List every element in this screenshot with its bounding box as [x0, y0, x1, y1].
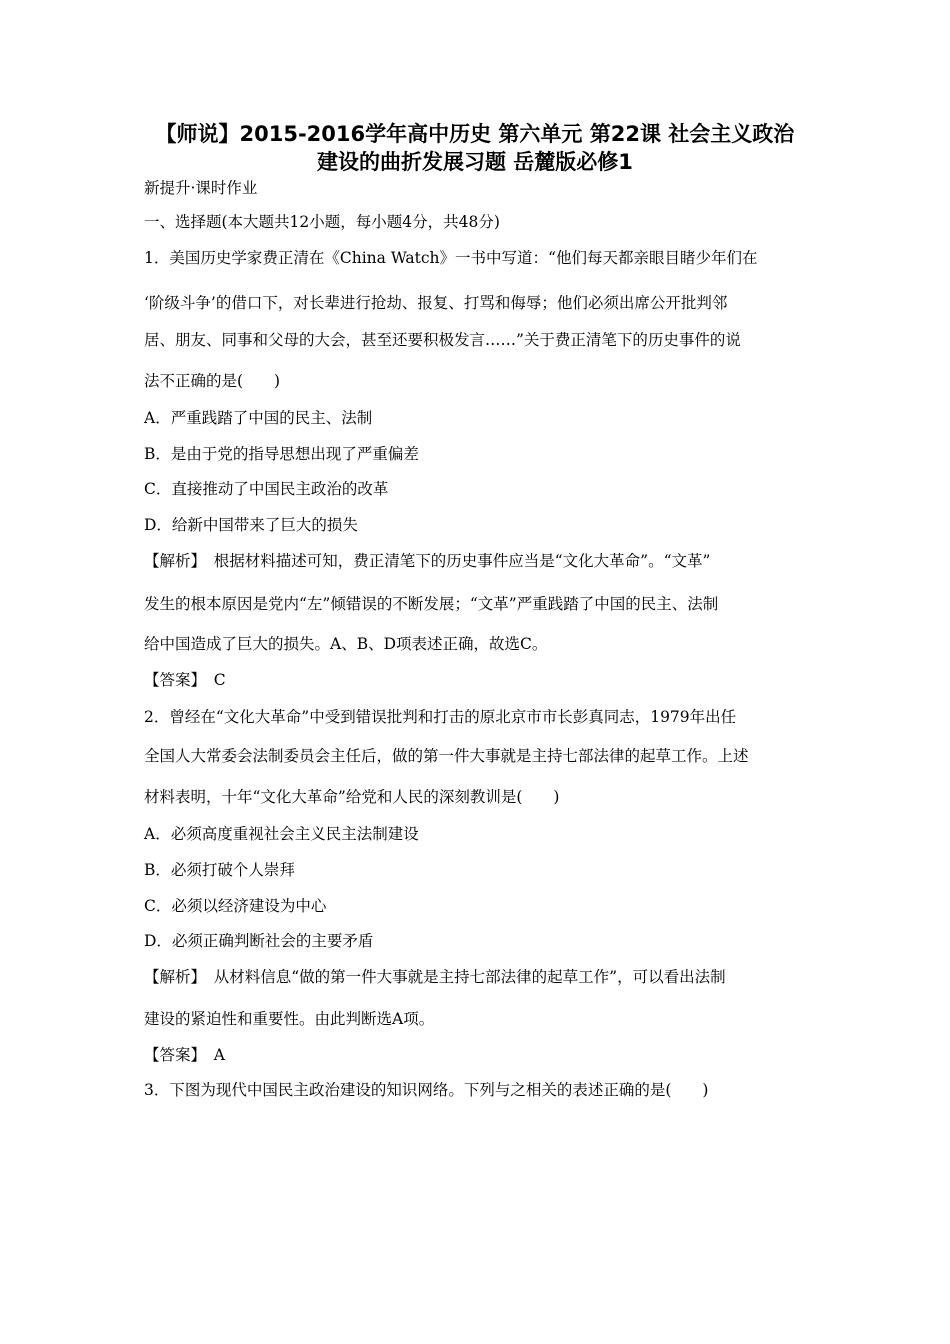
q1-analysis-line: 给中国造成了巨大的损失。A、B、D项表述正确，故选C。 — [144, 635, 548, 653]
q2-analysis-line: 【解析】 从材料信息“做的第一件大事就是主持七部法律的起草工作”，可以看出法制 — [144, 968, 726, 986]
q2-stem-line: 材料表明，十年“文化大革命”给党和人民的深刻教训是( ) — [144, 788, 560, 806]
q1-option-c: C．直接推动了中国民主政治的改革 — [144, 480, 389, 498]
q2-answer: 【答案】 A — [144, 1046, 225, 1064]
q1-stem-line: 居、朋友、同事和父母的大会，甚至还要积极发言……”关于费正清笔下的历史事件的说 — [144, 331, 741, 349]
q1-option-d: D．给新中国带来了巨大的损失 — [144, 516, 358, 534]
q2-stem-line: 2．曾经在“文化大革命”中受到错误批判和打击的原北京市市长彭真同志，1979年出任 — [144, 708, 737, 726]
q1-stem-line: ‘阶级斗争’的借口下，对长辈进行抢劫、报复、打骂和侮辱；他们必须出席公开批判邻 — [144, 294, 728, 312]
q1-stem-line: 1．美国历史学家费正清在《China Watch》一书中写道：“他们每天都亲眼目睹少年们在 — [144, 249, 758, 267]
q1-option-a: A．严重践踏了中国的民主、法制 — [144, 409, 373, 427]
q3-stem-line: 3．下图为现代中国民主政治建设的知识网络。下列与之相关的表述正确的是( ) — [144, 1081, 709, 1099]
q2-stem-line: 全国人大常委会法制委员会主任后，做的第一件大事就是主持七部法律的起草工作。上述 — [144, 747, 749, 765]
document-title-line-1: 【师说】2015-2016学年高中历史 第六单元 第22课 社会主义政治 — [155, 122, 795, 146]
subtitle: 新提升·课时作业 — [144, 179, 258, 197]
q1-analysis-line: 【解析】 根据材料描述可知，费正清笔下的历史事件应当是“文化大革命”。“文革” — [144, 552, 711, 570]
q1-answer: 【答案】 C — [144, 671, 226, 689]
q2-option-c: C．必须以经济建设为中心 — [144, 897, 327, 915]
section-heading: 一、选择题(本大题共12小题，每小题4分，共48分) — [144, 213, 500, 231]
q2-analysis-line: 建设的紧迫性和重要性。由此判断选A项。 — [144, 1010, 435, 1028]
q2-option-d: D．必须正确判断社会的主要矛盾 — [144, 932, 374, 950]
q1-analysis-line: 发生的根本原因是党内“左”倾错误的不断发展；“文革”严重践踏了中国的民主、法制 — [144, 595, 719, 613]
q2-option-a: A．必须高度重视社会主义民主法制建设 — [144, 825, 419, 843]
document-title-line-2: 建设的曲折发展习题 岳麓版必修1 — [317, 150, 633, 174]
q1-stem-line: 法不正确的是( ) — [144, 372, 281, 390]
q1-option-b: B．是由于党的指导思想出现了严重偏差 — [144, 445, 419, 463]
q2-option-b: B．必须打破个人崇拜 — [144, 861, 295, 879]
